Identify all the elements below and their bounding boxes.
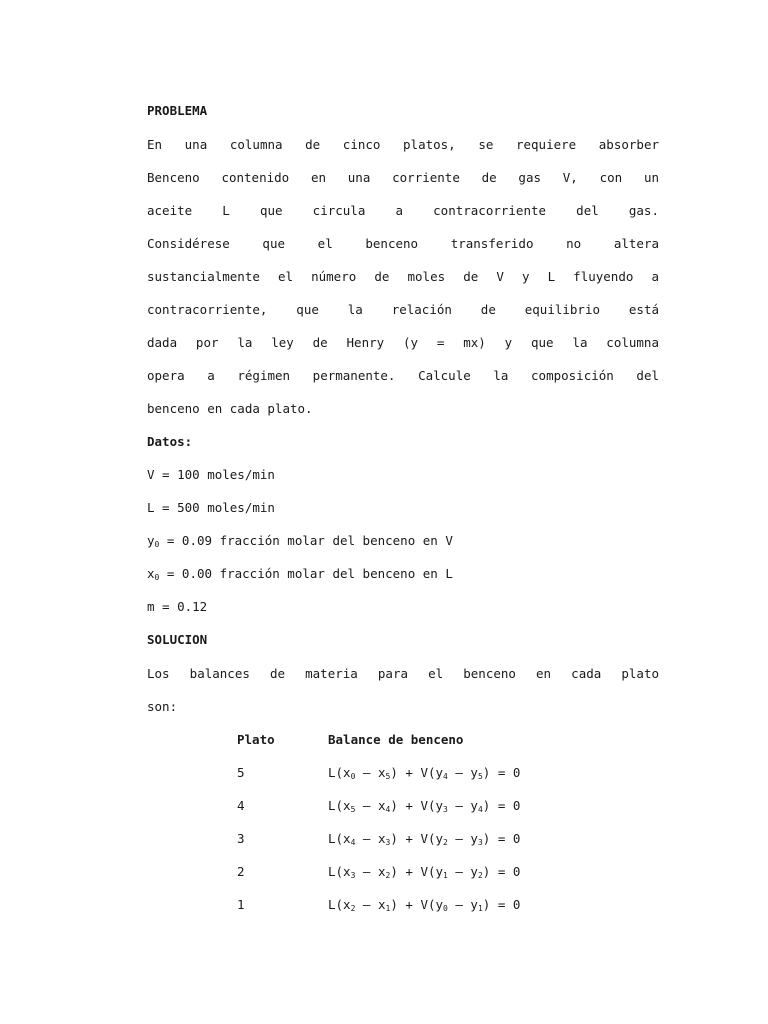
table-header-balance: Balance de benceno xyxy=(328,732,464,747)
datum-x0 xyxy=(147,566,659,581)
problem-heading: PROBLEMA xyxy=(147,103,208,118)
balance-text: – y xyxy=(447,864,478,879)
table-cell-plato: 4 xyxy=(237,798,245,813)
balance-text: ) = 0 xyxy=(482,897,521,912)
balance-subscript: 4 xyxy=(350,838,356,847)
datum-x0-subscript: 0 xyxy=(154,573,160,582)
paragraph-line: contracorriente, que la relación de equilibrio está xyxy=(147,302,659,317)
balance-text: ) + V(y xyxy=(390,831,444,846)
table-cell-balance xyxy=(328,765,520,780)
balance-text: L(x xyxy=(328,897,351,912)
paragraph-line: benceno en cada plato. xyxy=(147,401,313,416)
balance-text: – x xyxy=(355,897,386,912)
balance-text: – x xyxy=(355,765,386,780)
balance-text: ) + V(y xyxy=(390,864,444,879)
solucion-heading: SOLUCION xyxy=(147,632,208,647)
balance-subscript: 3 xyxy=(385,838,391,847)
datum-x0-text: = 0.00 fracción molar del benceno en L xyxy=(159,566,453,581)
balance-text: ) + V(y xyxy=(390,765,444,780)
balance-text: – y xyxy=(447,765,478,780)
table-cell-balance xyxy=(328,897,520,912)
datum-y0-text: = 0.09 fracción molar del benceno en V xyxy=(159,533,453,548)
paragraph-line: Benceno contenido en una corriente de gas V, con un xyxy=(147,170,659,185)
table-cell-plato: 3 xyxy=(237,831,245,846)
balance-text: – x xyxy=(355,864,386,879)
balance-subscript: 3 xyxy=(477,838,483,847)
datum-m: m = 0.12 xyxy=(147,599,208,614)
balance-text: ) + V(y xyxy=(390,798,444,813)
datos-heading: Datos: xyxy=(147,434,193,449)
balance-subscript: 1 xyxy=(385,904,391,913)
balance-subscript: 5 xyxy=(477,772,483,781)
balance-text: ) = 0 xyxy=(482,864,521,879)
balance-text: ) = 0 xyxy=(482,798,521,813)
balance-text: – x xyxy=(355,831,386,846)
balance-text: ) = 0 xyxy=(482,765,521,780)
balance-subscript: 4 xyxy=(385,805,391,814)
table-header-plato: Plato xyxy=(237,732,275,747)
paragraph-line: opera a régimen permanente. Calcule la composición del xyxy=(147,368,659,383)
table-cell-plato: 5 xyxy=(237,765,245,780)
paragraph-line: aceite L que circula a contracorriente del gas. xyxy=(147,203,659,218)
balance-subscript: 2 xyxy=(385,871,391,880)
balance-subscript: 0 xyxy=(443,904,448,913)
datum-v: V = 100 moles/min xyxy=(147,467,275,482)
balance-subscript: 4 xyxy=(443,772,448,781)
datum-x0-var: x xyxy=(147,566,155,581)
balance-text: L(x xyxy=(328,765,351,780)
table-cell-plato: 2 xyxy=(237,864,245,879)
paragraph-line: sustancialmente el número de moles de V y L fluyendo a xyxy=(147,269,659,284)
balance-text: ) = 0 xyxy=(482,831,521,846)
paragraph-line: En una columna de cinco platos, se requiere absorber xyxy=(147,137,659,152)
balance-text: – y xyxy=(447,897,478,912)
balance-subscript: 0 xyxy=(350,772,356,781)
datum-y0 xyxy=(147,533,659,548)
balance-text: – y xyxy=(447,831,478,846)
balance-subscript: 1 xyxy=(477,904,483,913)
balance-subscript: 4 xyxy=(477,805,483,814)
balance-subscript: 5 xyxy=(385,772,391,781)
balance-text: – y xyxy=(447,798,478,813)
table-cell-balance xyxy=(328,831,520,846)
table-cell-balance xyxy=(328,864,520,879)
balance-subscript: 5 xyxy=(350,805,356,814)
balance-text: ) + V(y xyxy=(390,897,444,912)
balance-subscript: 2 xyxy=(477,871,483,880)
balance-subscript: 3 xyxy=(443,805,448,814)
table-cell-plato: 1 xyxy=(237,897,245,912)
balance-subscript: 1 xyxy=(443,871,448,880)
paragraph-line: dada por la ley de Henry (y = mx) y que la columna xyxy=(147,335,659,350)
table-cell-balance xyxy=(328,798,520,813)
balance-text: – x xyxy=(355,798,386,813)
datum-l: L = 500 moles/min xyxy=(147,500,275,515)
solucion-intro-line: Los balances de materia para el benceno en cada plato xyxy=(147,666,659,681)
datum-y0-subscript: 0 xyxy=(154,540,160,549)
balance-subscript: 2 xyxy=(350,904,356,913)
solucion-intro-line: son: xyxy=(147,699,178,714)
datum-y0-var: y xyxy=(147,533,155,548)
balance-subscript: 3 xyxy=(350,871,356,880)
balance-text: L(x xyxy=(328,864,351,879)
balance-subscript: 2 xyxy=(443,838,448,847)
paragraph-line: Considérese que el benceno transferido no altera xyxy=(147,236,659,251)
balance-text: L(x xyxy=(328,831,351,846)
balance-text: L(x xyxy=(328,798,351,813)
